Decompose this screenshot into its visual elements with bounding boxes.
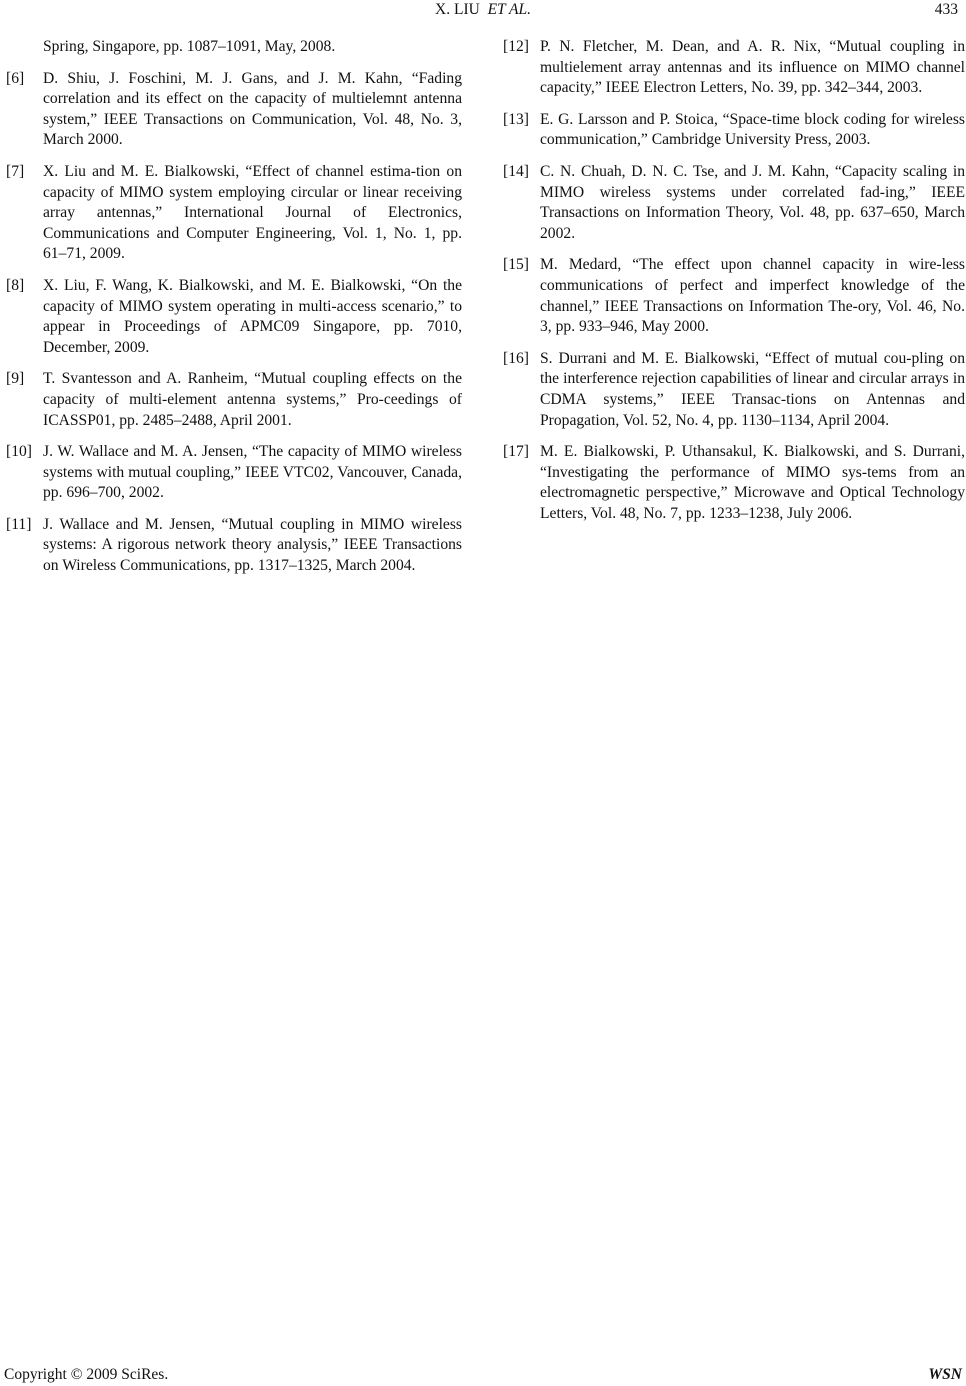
right-column bbox=[503, 37, 965, 535]
journal-abbreviation: WSN bbox=[928, 1366, 962, 1383]
reference-number: [9] bbox=[6, 370, 25, 388]
reference-text: D. Shiu, J. Foschini, M. J. Gans, and J. M. Kahn, “Fading correlation and its effect on the capacity of multielemnt antenna system,” IEEE Transactions on Communication, Vol. 48, No. 3, March 2000. bbox=[43, 69, 462, 149]
reference-text: X. Liu and M. E. Bialkowski, “Effect of channel estima-tion on capacity of MIMO system employing circular or linear receiving array antennas,” International Journal of Electronics, Communications and Computer Engineering, Vol. 1, No. 1, pp. 61–71, 2009. bbox=[43, 162, 462, 263]
reference-text: J. Wallace and M. Jensen, “Mutual coupling in MIMO wireless systems: A rigorous network theory analysis,” IEEE Transactions on Wireless Communications, pp. 1317–1325, March 2004. bbox=[43, 515, 462, 575]
et-al: ET AL. bbox=[487, 1, 531, 18]
reference-8 bbox=[6, 276, 462, 358]
reference-text: E. G. Larsson and P. Stoica, “Space-time block coding for wireless communication,” Cambridge University Press, 2003. bbox=[540, 110, 965, 149]
reference-text: M. E. Bialkowski, P. Uthansakul, K. Bialkowski, and S. Durrani, “Investigating the performance of MIMO sys-tems from an electromagnetic perspective,” Microwave and Optical Technology Letters, Vol. 48, No. 7, pp. 1233–1238, July 2006. bbox=[540, 443, 965, 522]
reference-text: C. N. Chuah, D. N. C. Tse, and J. M. Kahn, “Capacity scaling in MIMO wireless systems under correlated fad-ing,” IEEE Transactions on Information Theory, Vol. 48, pp. 637–650, March 2002. bbox=[540, 162, 965, 242]
reference-number: [7] bbox=[6, 162, 25, 180]
reference-text: Spring, Singapore, pp. 1087–1091, May, 2008. bbox=[43, 38, 336, 55]
copyright-notice: Copyright © 2009 SciRes. bbox=[4, 1366, 169, 1383]
reference-15 bbox=[503, 255, 965, 337]
reference-number: [10] bbox=[6, 443, 32, 461]
reference-number: [13] bbox=[503, 110, 529, 128]
reference-number: [16] bbox=[503, 349, 529, 367]
reference-11 bbox=[6, 515, 462, 577]
running-header-authors bbox=[0, 0, 966, 20]
running-header bbox=[0, 0, 966, 22]
reference-7 bbox=[6, 162, 462, 265]
reference-text: P. N. Fletcher, M. Dean, and A. R. Nix, “Mutual coupling in multielement array antennas and its influence on MIMO channel capacity,” IEEE Electron Letters, No. 39, pp. 342–344, 2003. bbox=[540, 38, 965, 97]
reference-13 bbox=[503, 110, 965, 151]
reference-text: S. Durrani and M. E. Bialkowski, “Effect of mutual cou-pling on the interference rejection capabilities of linear and circular arrays in CDMA systems,” IEEE Transac-tions on Antennas and Propagation, Vol. 52, No. 4, pp. 1130–1134, April 2004. bbox=[540, 349, 965, 429]
reference-number: [8] bbox=[6, 276, 25, 294]
reference-text: M. Medard, “The effect upon channel capacity in wire-less communications of perfect and imperfect knowledge of the channel,” IEEE Transactions on Information The-ory, Vol. 46, No. 3, pp. 933–946, May 2000. bbox=[540, 256, 965, 336]
reference-number: [15] bbox=[503, 256, 529, 274]
reference-6 bbox=[6, 69, 462, 151]
left-column bbox=[6, 37, 462, 588]
reference-14 bbox=[503, 162, 965, 244]
page-footer bbox=[0, 1366, 966, 1386]
author-name: X. LIU bbox=[435, 1, 480, 18]
reference-number: [11] bbox=[6, 515, 32, 533]
reference-12 bbox=[503, 37, 965, 99]
reference-number: [14] bbox=[503, 162, 529, 180]
reference-text: X. Liu, F. Wang, K. Bialkowski, and M. E. Bialkowski, “On the capacity of MIMO system operating in multi-access scenario,” to appear in Proceedings of APMC09 Singapore, pp. 7010, December, 2009. bbox=[43, 276, 462, 356]
reference-16 bbox=[503, 349, 965, 431]
reference-number: [12] bbox=[503, 38, 529, 55]
reference-continuation bbox=[6, 37, 462, 58]
reference-9 bbox=[6, 369, 462, 431]
reference-10 bbox=[6, 442, 462, 504]
page-number: 433 bbox=[934, 1, 958, 18]
reference-number: [17] bbox=[503, 443, 529, 461]
reference-text: J. W. Wallace and M. A. Jensen, “The capacity of MIMO wireless systems with mutual coupling,” IEEE VTC02, Vancouver, Canada, pp. 696–700, 2002. bbox=[43, 443, 462, 502]
reference-number: [6] bbox=[6, 69, 25, 87]
reference-17 bbox=[503, 442, 965, 524]
reference-text: T. Svantesson and A. Ranheim, “Mutual coupling effects on the capacity of multi-element antenna systems,” Pro-ceedings of ICASSP01, pp. 2485–2488, April 2001. bbox=[43, 370, 462, 429]
